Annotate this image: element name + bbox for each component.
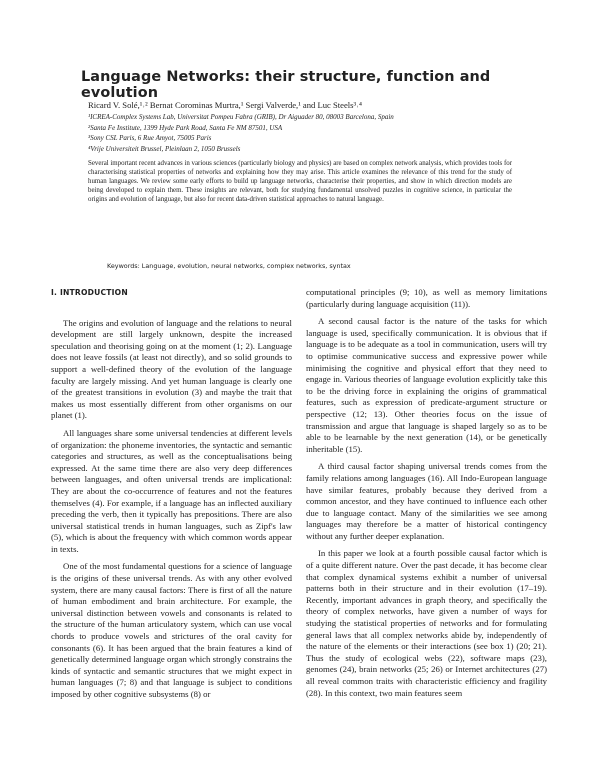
affiliation-list (88, 112, 548, 154)
paragraph: One of the most fundamental questions for a science of language is the origins of these universal trends. As with any other evolved system, there are many causal factors: There is first of all the nature of human embodiment and brain architecture. For example, the universal distinction between vowels and consonants is related to the structure of the human articulatory system, which can use vocal chords to produce vowels and strictures of the oral cavity for consonants (6). It has been argued that the brain features a kind of genetically determined language organ which strongly constrains the kinds of syntactic and semantic structures that we might expect in human languages (7; 8) and that language is subject to conditions imposed by other cognitive subsystems (8) or (51, 561, 292, 699)
abstract: Several important recent advances in various sciences (particularly biology and physics) are based on complex network analysis, which provides tools for characterising statistical properties of networks and explaining how they may arise. This article examines the relevance of this trend for the study of human languages. We review some early efforts to build up language networks, characterise their properties, and show in which direction models are being developed to explain them. These insights are relevant, both for studying fundamental unsolved puzzles in cognitive science, in particular the origins and evolution of language, but also for recent data-driven statistical approaches to natural language. (88, 160, 512, 203)
author-list: Ricard V. Solé,¹˒² Bernat Corominas Murtra,¹ Sergi Valverde,¹ and Luc Steels³˒⁴ (88, 100, 362, 110)
affiliation: ¹ICREA-Complex Systems Lab, Universitat Pompeu Fabra (GRIB), Dr Aiguader 80, 08003 Barcelona, Spain (88, 113, 394, 121)
section-heading: I. INTRODUCTION (51, 288, 128, 297)
affiliation: ⁴Vrije Universiteit Brussel, Pleinlaan 2, 1050 Brussels (88, 144, 241, 153)
right-column (306, 287, 547, 705)
paragraph: computational principles (9; 10), as well as memory limitations (particularly during language acquisition (11)). (306, 287, 547, 309)
affiliation: ³Sony CSL Paris, 6 Rue Amyot, 75005 Paris (88, 134, 212, 143)
paragraph: All languages share some universal tendencies at different levels of organization: the phoneme inventories, the syntactic and semantic categories and structures, as well as the conceptualisations being expressed. At the same time there are also very deep differences between languages, and often universal trends are implicational: They are about the co-occurrence of features and not the features themselves (4). For example, if a language has an inflected auxiliary preceding the verb, then it typically has prepositions. There are also universal statistical trends in human languages, such as Zipf's law (5), which is about the frequency with which common words appear in texts. (51, 427, 292, 554)
keywords: Keywords: Language, evolution, neural networks, complex networks, syntax (107, 262, 351, 270)
left-column (51, 287, 292, 707)
paragraph: A second causal factor is the nature of the tasks for which language is used, specifically communication. It is obvious that if language is to be adequate as a tool in communication, users will try to optimise communicative success and expressive power while minimising the cognitive and physical effort that they need to engage in. Various theories of language evolution explicitly take this to be the driving force in explaining the origins of grammatical features, such as expression of predicate-argument structure or perspective (12; 13). Other theories focus on the issue of transmission and argue that language is shaped largely so as to be able to be learnable by the next generation (14), or be genetically inheritable (15). (306, 316, 547, 454)
paragraph: In this paper we look at a fourth possible causal factor which is of a quite different nature. Over the past decade, it has become clear that complex dynamical systems exhibit a number of universal patterns both in their structure and in their evolution (17–19). Recently, important advances in graph theory, and specifically the theory of complex networks, have given a number of ways for studying the statistical properties of networks and for formulating general laws that all complex networks abide by, independently of the nature of the elements or their interactions (see box 1) (20; 21). Thus the study of ecological webs (22), software maps (23), genomes (24), brain networks (25; 26) or Internet architectures (27) all reveal common traits with characteristic efficiency and fragility (28). In this context, two main features seem (306, 548, 547, 698)
paragraph: A third causal factor shaping universal trends comes from the family relations among languages (16). All Indo-European language have similar features, probably because they derived from a common ancestor, and they have continued to influence each other due to language contact. Many of the similarities we see among languages may therefore be a matter of historical contingency without any further deeper explanation. (306, 461, 547, 541)
paper-title: Language Networks: their structure, function and evolution (81, 69, 491, 101)
paragraph: The origins and evolution of language and the relations to neural development are still largely unknown, despite the increased speculation and theorising going on at the moment (1; 2). Language does not leave fossils (at least not directly), and so solid grounds to support a well-defined theory of the evolution of the language faculty are largely missing. And yet human language is clearly one of the greatest transitions in evolution (3) and maybe the trait that makes us most essentially different from other organisms on our planet (1). (51, 317, 292, 421)
affiliation: ²Santa Fe Institute, 1399 Hyde Park Road, Santa Fe NM 87501, USA (88, 123, 283, 132)
